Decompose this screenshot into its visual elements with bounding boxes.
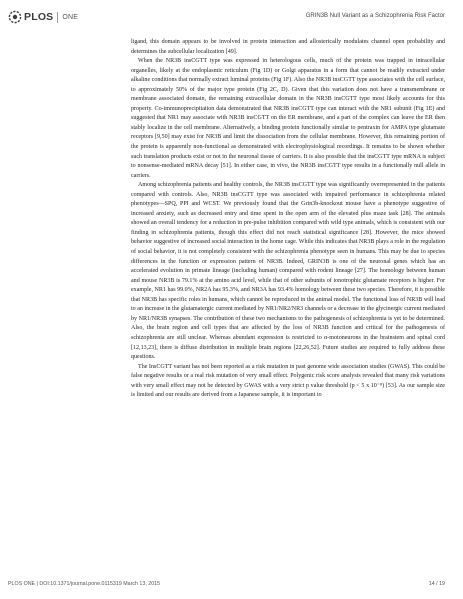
footer-citation: PLOS ONE | DOI:10.1371/journal.pone.0115319 March 13, 2015: [8, 581, 161, 587]
logo-sub-text: ONE: [62, 13, 79, 21]
logo-divider: [57, 12, 58, 23]
page-footer: [0, 581, 463, 593]
journal-logo: [8, 10, 78, 24]
body-paragraph: Among schizophrenia patients and healthy controls, the NR3B insCGTT type was significantly overrepresented in the patients compared with controls. Also, NR3B insCGTT type was associated with impaired performance in schizophrenia related phenotypes—SPQ, PPI and WCST. We previously found that the Grin3b-knockout mouse have a phenotype suggestive of increased anxiety, such as decreased entry and time spent in the open arm of the elevated plus maze task [28]. The animals showed an overall tendency for a reduction in pre-pulse inhibition compared with wild type animals, which is consistent with our finding in schizophrenia patients, though this effect did not reach statistical significance [28]. However, the mice showed behavior suggestive of increased social interaction in the home cage. While this indicates that NR3B plays a role in the regulation of social behavior, it is not completely consistent with the schizophrenia phenotype seen in humans. This may be due to species differences in the function or expression pattern of NR3B. Indeed, GRIN3B is one of the neuronal genes which has an accelerated evolution in primate lineage (including human) compared with rodent lineage [27]. The homology between human and mouse NR3B is 79.1% at the amino acid level, while that of other subunits of ionotrophic glutamate receptors is higher. For example, NR1 has 99.0%, NR2A has 95.3%, and NR3A has 93.4% homology between these two species. Therefore, it is possible that NR3B has specific roles in humans, which cannot be reproduced in the animal model. The functional loss of NR3B will lead to an increase in the glutamatergic current mediated by NR1/NR2/NR3 channels or a decrease in the glycinergic current mediated by NR1/NR3B synapses. The contribution of these two mechanisms to the pathogenesis of schizophrenia is yet to be determined. Also, the brain region and cell types that are affected by the loss of NR3B function and critical for the pathogenesis of schizophrenia are still unclear. Whereas abundant expression is restricted to α-motoneurons in the brainstem and spinal cord [12,13,23], there is diffuse distribution in multiple brain regions [22,26,52]. Future studies are required to fully address these questions.: [131, 182, 445, 361]
page-header: [0, 0, 463, 30]
logo-main-text: PLOS: [24, 11, 54, 23]
article-body: [131, 38, 445, 401]
running-title: GRIN3B Null Variant as a Schizophrenia Risk Factor: [305, 13, 445, 19]
body-paragraph: ligand, this domain appears to be involved in protein interaction and allosterically modulates channel open probability and determines the subcellular localization [49].: [131, 39, 445, 55]
body-paragraph: When the NR3B insCGTT type was expressed in heterologous cells, much of the protein was trapped in intracellular organelles, likely at the endoplasmic reticulum (Fig 1D) or Golgi apparatus in a form that cannot be readily extracted under alkaline conditions that normally extract luminal proteins (Fig 1F). Also the NR3B insCGTT type associates with the cell surface, to approximately 50% of the major type protein (Fig 2C, D). Given that this variation does not have a transmembrane or membrane associated domain, the remaining extracellular domain in the NR3B insCGTT type most likely accounts for this property. Co-immunoprecipitation data demonstrated that NR3B insCGTT type can interact with the NR1 subunit (Fig 1E) and suggested that NR1 may associate with NR3B insCGTT on the ER membrane, and a part of the complex can leave the ER then stably localize in the cell membrane. Alternatively, a binding protein functionally similar to pentraxin for AMPA type glutamate receptors [9,50] may exist for NR3B and limit the dissociation from the cellular membrane. However, this remaining portion of the protein is apparently non-functional as demonstrated with electrophysiological recordings. It remains to be shown whether such translation products exist or not in the neuronal tissue of carriers. It is also possible that the insCGTT type mRNA is subject to nonsense-mediated mRNA decay [51]. In either case, in vivo, the NR3B insCGTT type results in a functionally null allele in carriers.: [131, 58, 445, 179]
page-number: 14 / 19: [428, 581, 445, 587]
body-paragraph: The InsCGTT variant has not been reported as a risk mutation in past genome wide association studies (GWAS). This could be false negative results or a real risk mutation of very small effect. Polygenic risk score analysis revealed that many risk variations with very small effect may not be detected by GWAS with a very strict p value threshold (p < 5 x 10⁻⁸) [53]. As our sample size is limited and our results are derived from a Japanese sample, it is important to: [131, 363, 445, 399]
plos-logo-icon: [8, 10, 22, 24]
